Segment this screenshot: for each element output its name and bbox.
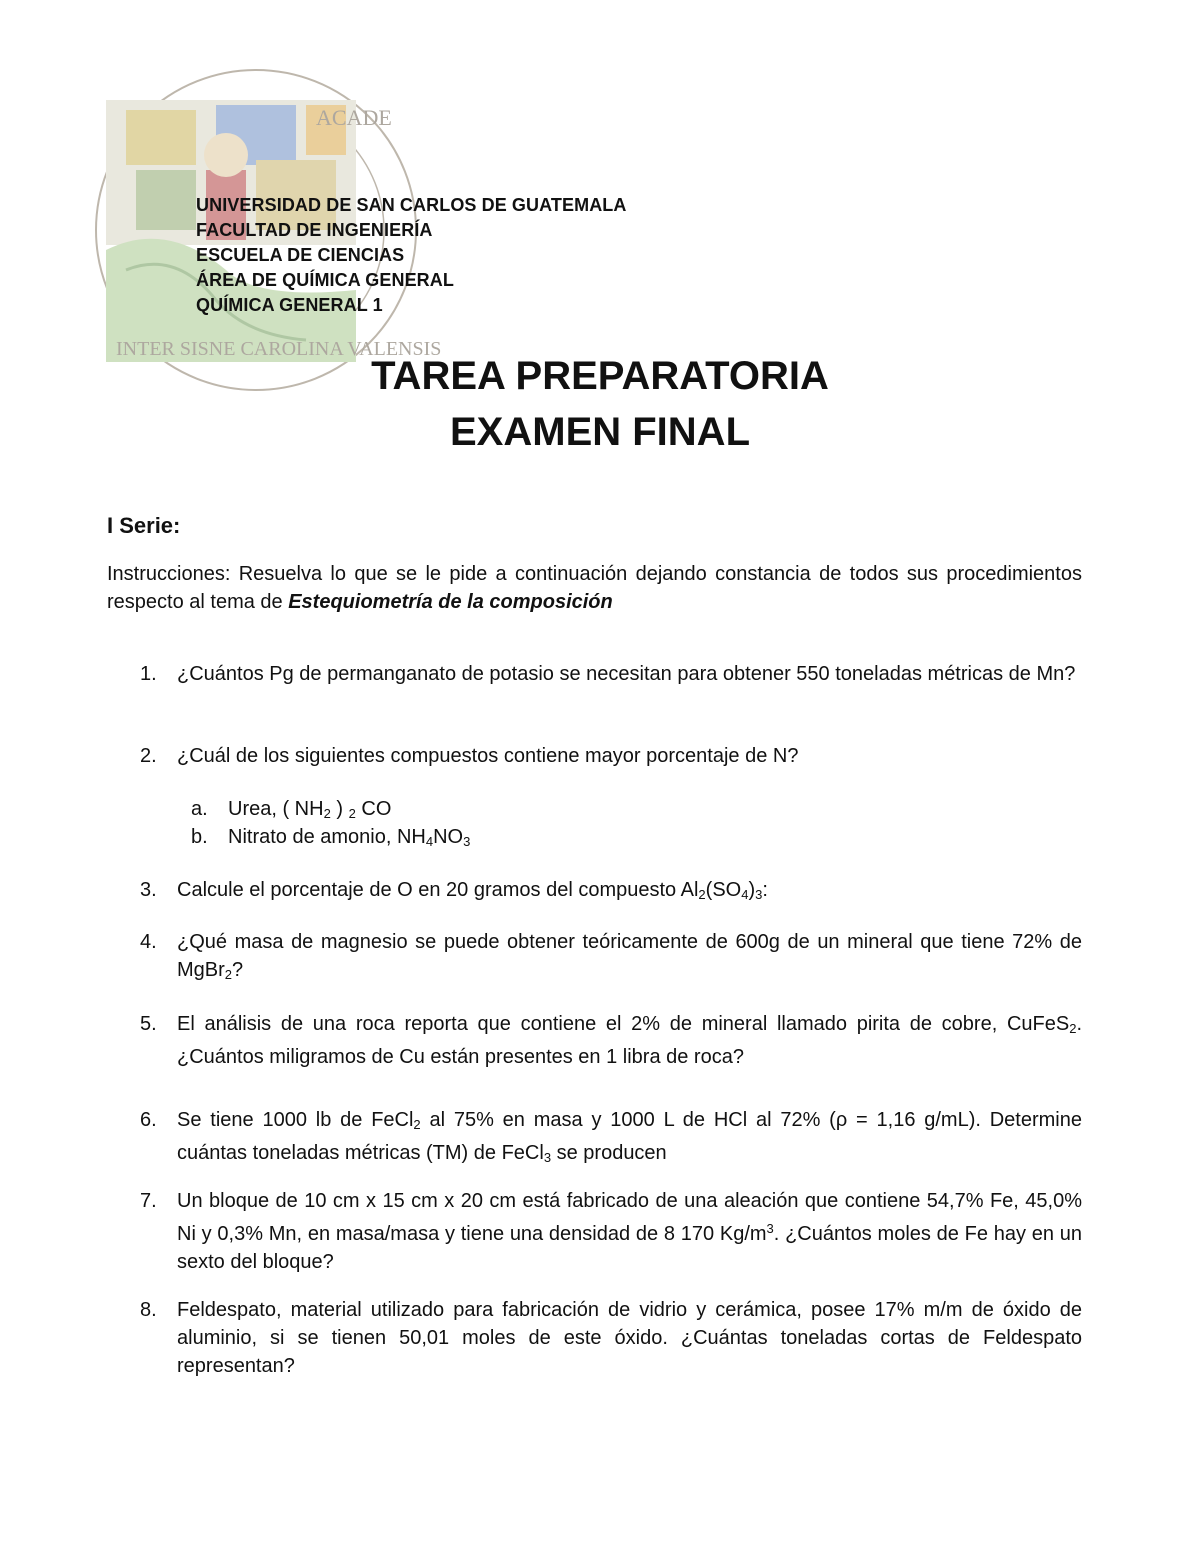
course-name: QUÍMICA GENERAL 1 — [196, 295, 383, 315]
question-text: El análisis de una roca reporta que contiene el 2% de mineral llamado pirita de cobre, CuFeS$_2$. ¿Cuántos miligramos de Cu están presentes en 1 libra de roca? — [177, 1013, 1082, 1068]
institution-header — [196, 193, 626, 318]
seal-text-top: ACADE — [316, 105, 392, 130]
option-label: a. — [191, 798, 208, 820]
option-b: b. Nitrato de amonio, $NH_4NO_3$ — [191, 823, 470, 856]
document-title-line2: EXAMEN FINAL — [450, 410, 750, 454]
question-text: Se tiene 1000 lb de FeCl$_2$ al 75% en masa y 1000 L de HCl al 72% (ρ = 1,16 g/mL). Determine cuántas toneladas métricas (TM) de FeCl$_3$ se producen — [177, 1109, 1082, 1165]
question-1 — [140, 660, 1082, 688]
question-number: 4. — [140, 931, 157, 953]
question-text: ¿Cuántos Pg de permanganato de potasio se necesitan para obtener 550 toneladas métricas de Mn? — [177, 663, 1076, 685]
question-7 — [140, 1187, 1082, 1276]
faculty-name: FACULTAD DE INGENIERÍA — [196, 220, 433, 240]
option-a: a. Urea, ( $NH_2$ ) $_2$ CO — [191, 795, 391, 828]
question-6 — [140, 1106, 1082, 1172]
section-heading: I Serie: — [107, 513, 181, 538]
question-8 — [140, 1296, 1082, 1380]
university-name: UNIVERSIDAD DE SAN CARLOS DE GUATEMALA — [196, 195, 627, 215]
area-name: ÁREA DE QUÍMICA GENERAL — [196, 270, 454, 290]
seal-text-bottom: INTER SISNE CAROLINA VALENSIS — [116, 338, 442, 360]
instructions-text: Instrucciones: Resuelva lo que se le pide a continuación dejando constancia de todos sus procedimientos respecto al tema de — [107, 563, 1082, 613]
question-number: 5. — [140, 1013, 157, 1035]
instructions — [107, 560, 1082, 616]
question-number: 8. — [140, 1299, 157, 1321]
question-text: Feldespato, material utilizado para fabricación de vidrio y cerámica, posee 17% m/m de óxido de aluminio, si se tienen 50,01 moles de este óxido. ¿Cuántas toneladas cortas de Feldespato representan? — [177, 1299, 1082, 1377]
question-4 — [140, 928, 1082, 989]
document-title-line1: TAREA PREPARATORIA — [371, 354, 829, 398]
question-2 — [140, 742, 1082, 770]
question-text: ¿Cuál de los siguientes compuestos contiene mayor porcentaje de N? — [177, 745, 799, 767]
question-5 — [140, 1010, 1082, 1071]
question-number: 2. — [140, 745, 157, 767]
question-3 — [140, 876, 1082, 909]
school-name: ESCUELA DE CIENCIAS — [196, 245, 405, 265]
question-text: Un bloque de 10 cm x 15 cm x 20 cm está fabricado de una aleación que contiene 54,7% Fe, 45,0% Ni y 0,3% Mn, en masa/masa y tiene una densidad de 8 170 $Kg/m^3$. ¿Cuántos moles de Fe hay en un sexto del bloque? — [177, 1190, 1082, 1273]
question-number: 7. — [140, 1190, 157, 1212]
instructions-topic: Estequiometría de la composición — [288, 591, 613, 613]
question-number: 6. — [140, 1109, 157, 1131]
option-label: b. — [191, 826, 208, 848]
question-text: ¿Qué masa de magnesio se puede obtener teóricamente de 600g de un mineral que tiene 72% de MgBr$_2$? — [177, 931, 1082, 982]
question-number: 1. — [140, 663, 157, 685]
question-number: 3. — [140, 879, 157, 901]
question-text: Calcule el porcentaje de O en 20 gramos del compuesto $Al_2(SO_4)_3$: — [177, 879, 768, 902]
